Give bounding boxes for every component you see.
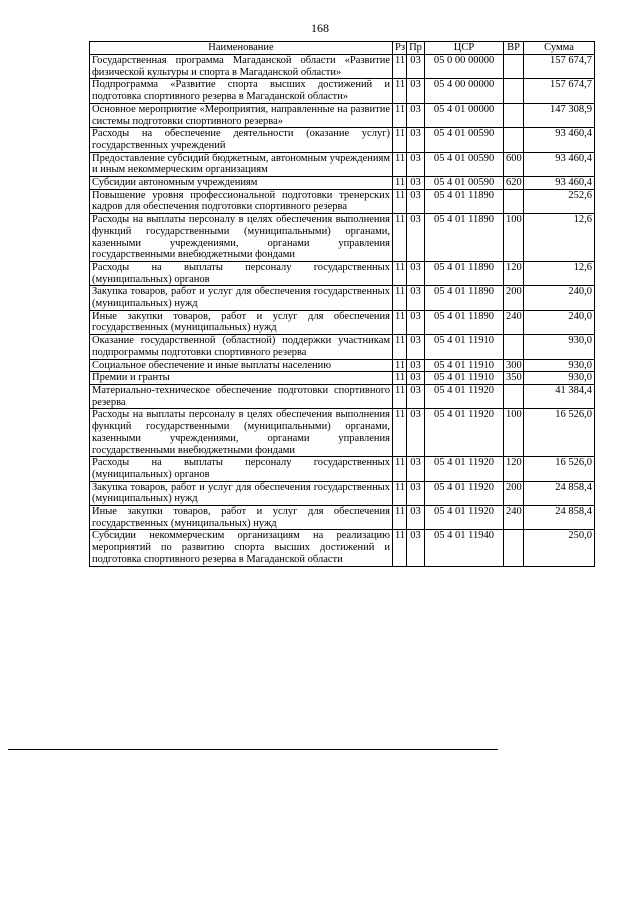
row-csr: 05 4 01 11910	[425, 335, 504, 359]
row-csr: 05 4 01 11920	[425, 457, 504, 481]
row-pr: 03	[407, 384, 425, 408]
row-pr: 03	[407, 189, 425, 213]
table-row	[90, 409, 595, 457]
table-row	[90, 310, 595, 334]
table-row	[90, 128, 595, 152]
table-header-row	[90, 42, 595, 55]
row-name: Государственная программа Магаданской области «Развитие физической культуры и спорта в Магаданской области»	[90, 55, 393, 79]
row-name: Повышение уровня профессиональной подготовки тренерских кадров для обеспечения подготовки спортивного резерва	[90, 189, 393, 213]
row-rz: 11	[393, 310, 407, 334]
header-vr: ВР	[504, 42, 524, 55]
row-name: Расходы на выплаты персоналу в целях обеспечения выполнения функций государственными (муниципальными) органами, казенными учреждениями, органами управления государственными внебюджетными фондами	[90, 409, 393, 457]
row-name: Закупка товаров, работ и услуг для обеспечения государственных (муниципальных) нужд	[90, 481, 393, 505]
row-sum: 930,0	[524, 335, 595, 359]
row-pr: 03	[407, 55, 425, 79]
table-row	[90, 530, 595, 566]
table-row	[90, 384, 595, 408]
row-rz: 11	[393, 286, 407, 310]
row-csr: 05 4 01 00590	[425, 128, 504, 152]
row-sum: 16 526,0	[524, 409, 595, 457]
row-pr: 03	[407, 286, 425, 310]
table-row	[90, 103, 595, 127]
row-vr: 200	[504, 286, 524, 310]
row-csr: 05 4 01 11910	[425, 372, 504, 385]
row-vr: 240	[504, 506, 524, 530]
row-sum: 12,6	[524, 214, 595, 262]
table-row	[90, 372, 595, 385]
row-name: Иные закупки товаров, работ и услуг для обеспечения государственных (муниципальных) нужд	[90, 506, 393, 530]
row-vr: 200	[504, 481, 524, 505]
row-csr: 05 4 01 11890	[425, 261, 504, 285]
row-sum: 93 460,4	[524, 177, 595, 190]
row-name: Закупка товаров, работ и услуг для обеспечения государственных (муниципальных) нужд	[90, 286, 393, 310]
header-sum: Сумма	[524, 42, 595, 55]
row-name: Субсидии автономным учреждениям	[90, 177, 393, 190]
row-pr: 03	[407, 506, 425, 530]
row-rz: 11	[393, 530, 407, 566]
row-sum: 16 526,0	[524, 457, 595, 481]
row-pr: 03	[407, 530, 425, 566]
row-pr: 03	[407, 335, 425, 359]
row-pr: 03	[407, 372, 425, 385]
table-row	[90, 189, 595, 213]
header-name: Наименование	[90, 42, 393, 55]
row-vr	[504, 189, 524, 213]
row-vr: 100	[504, 214, 524, 262]
row-pr: 03	[407, 481, 425, 505]
row-rz: 11	[393, 457, 407, 481]
row-pr: 03	[407, 103, 425, 127]
row-rz: 11	[393, 152, 407, 176]
row-sum: 24 858,4	[524, 506, 595, 530]
row-sum: 93 460,4	[524, 128, 595, 152]
row-sum: 240,0	[524, 286, 595, 310]
table-row	[90, 55, 595, 79]
row-rz: 11	[393, 128, 407, 152]
row-name: Основное мероприятие «Мероприятия, направленные на развитие системы подготовки спортивного резерва»	[90, 103, 393, 127]
row-pr: 03	[407, 177, 425, 190]
row-rz: 11	[393, 261, 407, 285]
row-pr: 03	[407, 79, 425, 103]
row-vr: 620	[504, 177, 524, 190]
table-row	[90, 79, 595, 103]
row-name: Социальное обеспечение и иные выплаты населению	[90, 359, 393, 372]
row-vr: 300	[504, 359, 524, 372]
row-sum: 12,6	[524, 261, 595, 285]
table-row	[90, 457, 595, 481]
row-csr: 05 4 01 00590	[425, 152, 504, 176]
row-csr: 05 0 00 00000	[425, 55, 504, 79]
page-number: 168	[311, 21, 329, 35]
header-pr: Пр	[407, 42, 425, 55]
row-rz: 11	[393, 384, 407, 408]
row-rz: 11	[393, 335, 407, 359]
row-vr	[504, 103, 524, 127]
row-csr: 05 4 01 11920	[425, 506, 504, 530]
table-row	[90, 481, 595, 505]
row-rz: 11	[393, 55, 407, 79]
row-sum: 147 308,9	[524, 103, 595, 127]
row-csr: 05 4 01 00000	[425, 103, 504, 127]
table-row	[90, 506, 595, 530]
row-pr: 03	[407, 152, 425, 176]
row-name: Субсидии некоммерческим организациям на реализацию мероприятий по развитию спорта высших достижений и подготовка спортивного резерва в Магаданской области	[90, 530, 393, 566]
row-vr: 600	[504, 152, 524, 176]
row-rz: 11	[393, 103, 407, 127]
row-pr: 03	[407, 128, 425, 152]
table-row	[90, 214, 595, 262]
row-csr: 05 4 01 11890	[425, 286, 504, 310]
row-name: Расходы на выплаты персоналу государственных (муниципальных) органов	[90, 457, 393, 481]
row-vr: 350	[504, 372, 524, 385]
budget-table	[89, 41, 595, 567]
row-vr: 240	[504, 310, 524, 334]
row-csr: 05 4 01 11920	[425, 409, 504, 457]
header-rz: Рз	[393, 42, 407, 55]
row-sum: 930,0	[524, 372, 595, 385]
row-rz: 11	[393, 359, 407, 372]
row-rz: 11	[393, 214, 407, 262]
row-rz: 11	[393, 189, 407, 213]
row-vr	[504, 530, 524, 566]
row-vr	[504, 79, 524, 103]
row-csr: 05 4 01 11920	[425, 481, 504, 505]
row-vr	[504, 384, 524, 408]
row-csr: 05 4 01 11910	[425, 359, 504, 372]
row-pr: 03	[407, 359, 425, 372]
row-sum: 93 460,4	[524, 152, 595, 176]
row-pr: 03	[407, 261, 425, 285]
row-rz: 11	[393, 79, 407, 103]
row-pr: 03	[407, 409, 425, 457]
row-rz: 11	[393, 177, 407, 190]
row-name: Расходы на обеспечение деятельности (оказание услуг) государственных учреждений	[90, 128, 393, 152]
row-vr: 120	[504, 457, 524, 481]
table-row	[90, 359, 595, 372]
row-csr: 05 4 01 11890	[425, 214, 504, 262]
header-csr: ЦСР	[425, 42, 504, 55]
row-vr	[504, 335, 524, 359]
row-csr: 05 4 01 00590	[425, 177, 504, 190]
row-name: Подпрограмма «Развитие спорта высших достижений и подготовка спортивного резерва в Магаданской области»	[90, 79, 393, 103]
row-name: Оказание государственной (областной) поддержки участникам подпрограммы подготовки спортивного резерва	[90, 335, 393, 359]
row-name: Материально-техническое обеспечение подготовки спортивного резерва	[90, 384, 393, 408]
table-row	[90, 286, 595, 310]
row-name: Расходы на выплаты персоналу государственных (муниципальных) органов	[90, 261, 393, 285]
row-vr: 120	[504, 261, 524, 285]
row-csr: 05 4 01 11890	[425, 310, 504, 334]
table-row	[90, 152, 595, 176]
row-vr: 100	[504, 409, 524, 457]
row-sum: 930,0	[524, 359, 595, 372]
row-csr: 05 4 00 00000	[425, 79, 504, 103]
row-name: Расходы на выплаты персоналу в целях обеспечения выполнения функций государственными (муниципальными) органами, казенными учреждениями, органами управления государственными внебюджетными фондами	[90, 214, 393, 262]
row-sum: 240,0	[524, 310, 595, 334]
row-vr	[504, 55, 524, 79]
table-row	[90, 177, 595, 190]
row-sum: 252,6	[524, 189, 595, 213]
row-rz: 11	[393, 409, 407, 457]
table-body	[90, 55, 595, 567]
row-name: Премии и гранты	[90, 372, 393, 385]
row-pr: 03	[407, 457, 425, 481]
row-vr	[504, 128, 524, 152]
row-sum: 157 674,7	[524, 79, 595, 103]
row-rz: 11	[393, 372, 407, 385]
row-name: Предоставление субсидий бюджетным, автономным учреждениям и иным некоммерческим организациям	[90, 152, 393, 176]
row-sum: 24 858,4	[524, 481, 595, 505]
row-sum: 157 674,7	[524, 55, 595, 79]
row-sum: 250,0	[524, 530, 595, 566]
row-sum: 41 384,4	[524, 384, 595, 408]
row-csr: 05 4 01 11920	[425, 384, 504, 408]
row-pr: 03	[407, 310, 425, 334]
table-row	[90, 261, 595, 285]
row-pr: 03	[407, 214, 425, 262]
table-row	[90, 335, 595, 359]
row-csr: 05 4 01 11940	[425, 530, 504, 566]
row-csr: 05 4 01 11890	[425, 189, 504, 213]
footer-divider	[8, 749, 498, 750]
row-rz: 11	[393, 506, 407, 530]
row-rz: 11	[393, 481, 407, 505]
row-name: Иные закупки товаров, работ и услуг для обеспечения государственных (муниципальных) нужд	[90, 310, 393, 334]
